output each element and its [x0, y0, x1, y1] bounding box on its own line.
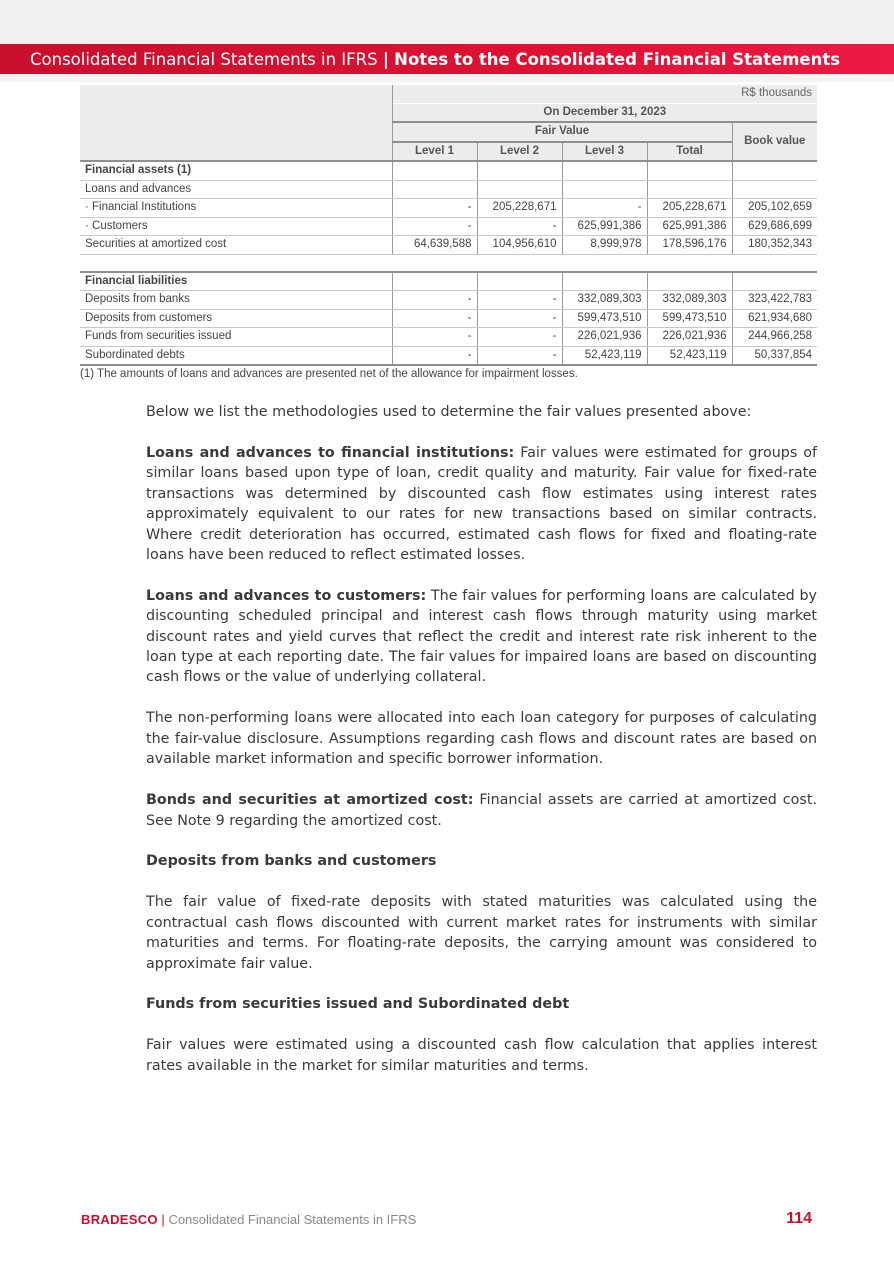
intro-paragraph: Below we list the methodologies used to determine the fair values presented above: [146, 404, 752, 420]
cell-book-value: 50,337,854 [732, 346, 817, 365]
col-header-total: Total [647, 142, 732, 162]
col-header-level-2: Level 2 [477, 142, 562, 162]
table-row [80, 272, 817, 291]
paragraph-title: Loans and advances to customers: [146, 587, 427, 604]
footer-separator: | [161, 1212, 165, 1227]
cell-level-1: 64,639,588 [392, 236, 477, 255]
paragraph-deposits: The fair value of fixed-rate deposits with stated maturities was calculated using the contractual cash flows discounted with current market rates for instruments with similar maturities and terms. For floating-rate deposits, the carrying amount was considered to approximate fair value. [146, 894, 817, 972]
banner-section-title: Consolidated Financial Statements in IFRS [30, 50, 378, 69]
fair-value-table [80, 85, 817, 366]
row-label: Loans and advances [80, 180, 392, 199]
cell-level-2: - [477, 328, 562, 347]
units-label: R$ thousands [392, 85, 817, 103]
row-label: Deposits from customers [80, 309, 392, 328]
cell-total: 625,991,386 [647, 217, 732, 236]
cell-total: 599,473,510 [647, 309, 732, 328]
paragraph-body: Fair values were estimated for groups of similar loans based upon type of loan, credit quality and maturity. Fair value for fixed-rate transactions was determined by discounted cash flow estimates using interest rates approximately equivalent to our rates for new transactions based on similar contracts. Where credit deterioration has occurred, estimated cash flows for fixed and floating-rate loans have been reduced to reflect estimated losses. [146, 444, 817, 563]
cell-level-1: - [392, 309, 477, 328]
cell-book-value: 180,352,343 [732, 236, 817, 255]
cell-level-1: - [392, 328, 477, 347]
cell-level-1: - [392, 346, 477, 365]
cell-level-1: - [392, 199, 477, 218]
table-row [80, 217, 817, 236]
paragraph-financial-institutions [146, 443, 817, 565]
cell-level-2: 104,956,610 [477, 236, 562, 255]
row-label: · Financial Institutions [80, 199, 392, 218]
cell-level-3: 8,999,978 [562, 236, 647, 255]
table-row [80, 328, 817, 347]
cell-level-3: 332,089,303 [562, 291, 647, 310]
cell-book-value: 629,686,699 [732, 217, 817, 236]
cell-level-1: - [392, 291, 477, 310]
section-banner [0, 44, 894, 74]
table-footnote: (1) The amounts of loans and advances are presented net of the allowance for impairment losses. [80, 368, 578, 380]
cell-level-3: 52,423,119 [562, 346, 647, 365]
table-row [80, 309, 817, 328]
col-header-level-3: Level 3 [562, 142, 647, 162]
cell-book-value: 323,422,783 [732, 291, 817, 310]
row-label: Financial assets (1) [80, 161, 392, 180]
cell-total: 332,089,303 [647, 291, 732, 310]
paragraph-non-performing: The non-performing loans were allocated into each loan category for purposes of calculating the fair-value disclosure. Assumptions regarding cash flows and discount rates are based on available market information and specific borrower information. [146, 710, 817, 768]
cell-book-value: 621,934,680 [732, 309, 817, 328]
cell-total: 205,228,671 [647, 199, 732, 218]
cell-level-3: 226,021,936 [562, 328, 647, 347]
paragraph-body: Financial assets are carried at amortized cost. See Note 9 regarding the amortized cost. [146, 792, 817, 829]
paragraph-title: Bonds and securities at amortized cost: [146, 792, 474, 809]
cell-total: 178,596,176 [647, 236, 732, 255]
cell-level-3: 599,473,510 [562, 309, 647, 328]
table-spacer-row [80, 254, 817, 272]
heading-deposits: Deposits from banks and customers [146, 853, 437, 870]
paragraph-body: The fair values for performing loans are calculated by discounting scheduled principal and interest cash flows through maturity using market discount rates and yield curves that reflect the credit and interest rate risk inherent to the loan type at each reporting date. The fair values for impaired loans are based on discounting cash flows or the value of underlying collateral. [146, 587, 817, 686]
page-top-margin [0, 0, 894, 44]
table-row [80, 346, 817, 365]
fair-value-header: Fair Value [392, 122, 732, 142]
row-label: Financial liabilities [80, 272, 392, 291]
paragraph-bonds-securities [146, 790, 817, 831]
cell-book-value: 244,966,258 [732, 328, 817, 347]
row-label: Securities at amortized cost [80, 236, 392, 255]
row-label: Subordinated debts [80, 346, 392, 365]
cell-book-value: 205,102,659 [732, 199, 817, 218]
banner-separator: | [382, 50, 389, 69]
table-row [80, 180, 817, 199]
cell-total: 52,423,119 [647, 346, 732, 365]
cell-total: 226,021,936 [647, 328, 732, 347]
page-number: 114 [786, 1210, 812, 1227]
paragraph-customers [146, 586, 817, 688]
cell-level-2: - [477, 291, 562, 310]
cell-level-3: 625,991,386 [562, 217, 647, 236]
period-header: On December 31, 2023 [392, 103, 817, 122]
row-label: Funds from securities issued [80, 328, 392, 347]
table-corner [80, 85, 392, 161]
cell-level-1: - [392, 217, 477, 236]
cell-level-3: - [562, 199, 647, 218]
cell-level-2: 205,228,671 [477, 199, 562, 218]
paragraph-funds-securities: Fair values were estimated using a discounted cash flow calculation that applies interest rates available in the market for similar maturities and terms. [146, 1037, 817, 1074]
row-label: · Customers [80, 217, 392, 236]
heading-funds-securities: Funds from securities issued and Subordinated debt [146, 996, 570, 1013]
table-row [80, 161, 817, 180]
cell-level-2: - [477, 217, 562, 236]
col-header-level-1: Level 1 [392, 142, 477, 162]
table-row [80, 199, 817, 218]
page-footer [81, 1212, 416, 1227]
footer-brand: BRADESCO [81, 1212, 158, 1227]
paragraph-title: Loans and advances to financial institutions: [146, 444, 515, 461]
footer-title: Consolidated Financial Statements in IFRS [168, 1212, 417, 1227]
col-header-book-value: Book value [732, 122, 817, 161]
table-row [80, 236, 817, 255]
row-label: Deposits from banks [80, 291, 392, 310]
table-row [80, 291, 817, 310]
methodology-text [146, 402, 817, 1097]
cell-level-2: - [477, 346, 562, 365]
cell-level-2: - [477, 309, 562, 328]
banner-subsection-title: Notes to the Consolidated Financial Statements [394, 50, 841, 69]
banner-shadow [0, 74, 894, 82]
